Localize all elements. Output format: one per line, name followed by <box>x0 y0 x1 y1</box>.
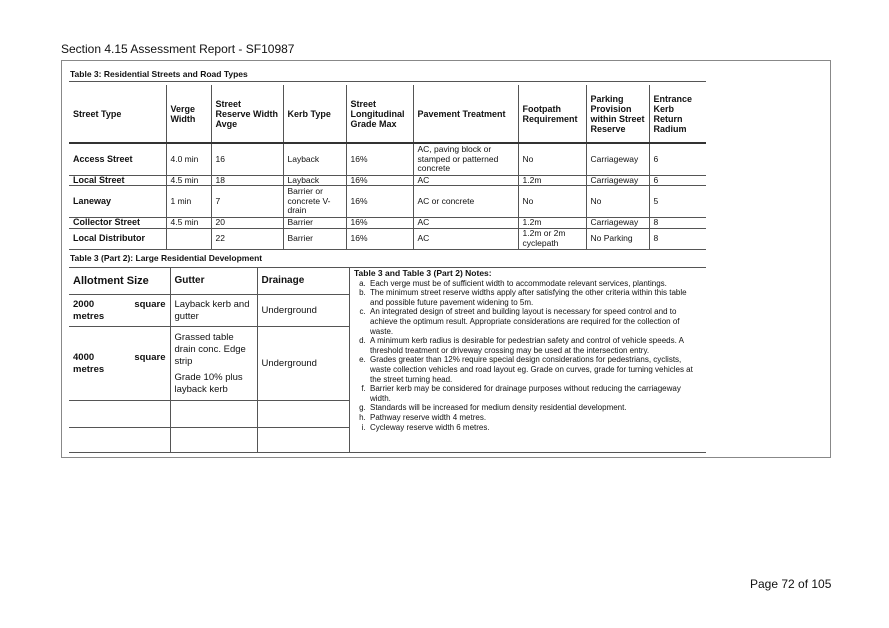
table3-caption: Table 3: Residential Streets and Road Types <box>70 69 248 79</box>
table-cell: 6 <box>649 143 706 175</box>
table-cell: 6 <box>649 175 706 186</box>
caption-divider <box>69 81 706 82</box>
table-cell: No <box>586 186 649 218</box>
table-cell: AC or concrete <box>413 186 518 218</box>
gutter-cell <box>170 327 257 401</box>
street-type-cell: Collector Street <box>69 218 166 229</box>
large-residential-table <box>69 267 349 453</box>
table-cell: 7 <box>211 186 283 218</box>
table-cell: 16% <box>346 218 413 229</box>
page-number: Page 72 of 105 <box>750 577 832 591</box>
table-cell: 20 <box>211 218 283 229</box>
drainage-cell: Underground <box>257 327 349 401</box>
table-cell: 16% <box>346 186 413 218</box>
table-row <box>69 175 706 186</box>
notes-box <box>349 267 706 453</box>
table-cell: 16% <box>346 143 413 175</box>
empty-cell <box>170 428 257 453</box>
table-cell: Barrier <box>283 228 346 249</box>
column-header: Gutter <box>170 268 257 295</box>
column-header: Parking Provision within Street Reserve <box>586 85 649 143</box>
tables-frame <box>61 60 831 458</box>
table-cell: 16% <box>346 175 413 186</box>
empty-cell <box>257 428 349 453</box>
note-item: f. Barrier kerb may be considered for drainage purposes without reducing the carriageway width. <box>368 384 702 403</box>
table-cell: Carriageway <box>586 218 649 229</box>
table-cell: 4.0 min <box>166 143 211 175</box>
note-item: i. Cycleway reserve width 6 metres. <box>368 423 702 433</box>
table-row <box>69 228 706 249</box>
size-word: square <box>134 351 166 363</box>
column-header: Pavement Treatment <box>413 85 518 143</box>
table-cell: 8 <box>649 228 706 249</box>
page-header: Section 4.15 Assessment Report - SF10987 <box>61 42 295 56</box>
table-row <box>69 143 706 175</box>
note-item: g. Standards will be increased for medium density residential development. <box>368 403 702 413</box>
drainage-cell: Underground <box>257 295 349 327</box>
column-header: Street Type <box>69 85 166 143</box>
table-cell: AC, paving block or stamped or patterned concrete <box>413 143 518 175</box>
note-item: b. The minimum street reserve widths apply after satisfying the other criteria within this table and possible future pavement widening to 5m. <box>368 288 702 307</box>
table-row <box>69 295 349 327</box>
notes-title: Table 3 and Table 3 (Part 2) Notes: <box>354 268 492 278</box>
table-cell: 8 <box>649 218 706 229</box>
empty-row <box>69 428 349 453</box>
street-type-cell: Local Street <box>69 175 166 186</box>
column-header: Footpath Requirement <box>518 85 586 143</box>
allotment-size-cell <box>69 295 170 327</box>
table-cell: Carriageway <box>586 175 649 186</box>
table-cell <box>166 228 211 249</box>
table-cell: 16 <box>211 143 283 175</box>
table-cell: Layback <box>283 143 346 175</box>
table-row <box>69 327 349 401</box>
table-cell: AC <box>413 175 518 186</box>
size-word: square <box>134 298 166 310</box>
table-cell: 1.2m <box>518 175 586 186</box>
empty-cell <box>257 401 349 428</box>
table-header-row <box>69 85 706 143</box>
street-type-cell: Laneway <box>69 186 166 218</box>
table-cell: 1.2m <box>518 218 586 229</box>
gutter-text: Grassed table drain conc. Edge strip <box>174 331 246 367</box>
empty-cell <box>69 428 170 453</box>
note-item: h. Pathway reserve width 4 metres. <box>368 413 702 423</box>
column-header: Drainage <box>257 268 349 295</box>
column-header: Entrance Kerb Return Radium <box>649 85 706 143</box>
allotment-size-cell <box>69 327 170 401</box>
table-cell: 4.5 min <box>166 218 211 229</box>
gutter-extra-text: Grade 10% plus layback kerb <box>174 371 243 395</box>
street-type-cell: Local Distributor <box>69 228 166 249</box>
empty-row <box>69 401 349 428</box>
table-cell: AC <box>413 218 518 229</box>
table-cell: Carriageway <box>586 143 649 175</box>
note-item: d. A minimum kerb radius is desirable for pedestrian safety and control of vehicle speeds. A threshold treatment or driveway crossing may be used at the intersection entry. <box>368 336 702 355</box>
table-cell: No Parking <box>586 228 649 249</box>
table-cell: No <box>518 186 586 218</box>
table-cell: No <box>518 143 586 175</box>
table-cell: 4.5 min <box>166 175 211 186</box>
table-cell: 1.2m or 2m cyclepath <box>518 228 586 249</box>
size-unit: metres <box>73 310 105 322</box>
table-header-row <box>69 268 349 295</box>
note-item: a. Each verge must be of sufficient width to accommodate relevant services, plantings. <box>368 279 702 289</box>
note-item: c. An integrated design of street and building layout is necessary for speed control and to achieve the optimum result. Appropriate considerations are required for the collection of waste. <box>368 307 702 336</box>
table-cell: 1 min <box>166 186 211 218</box>
size-unit: metres <box>73 363 105 375</box>
column-header: Kerb Type <box>283 85 346 143</box>
column-header: Street Reserve Width Avge <box>211 85 283 143</box>
table-cell: Barrier or concrete V-drain <box>283 186 346 218</box>
table3b-caption: Table 3 (Part 2): Large Residential Development <box>70 253 263 263</box>
size-value: 4000 <box>73 351 95 363</box>
street-type-cell: Access Street <box>69 143 166 175</box>
column-header: Street Longitudinal Grade Max <box>346 85 413 143</box>
residential-streets-table <box>69 85 706 250</box>
table-cell: 16% <box>346 228 413 249</box>
notes-list <box>354 279 702 433</box>
table-row <box>69 218 706 229</box>
empty-cell <box>69 401 170 428</box>
column-header: Verge Width <box>166 85 211 143</box>
empty-cell <box>170 401 257 428</box>
table-row <box>69 186 706 218</box>
gutter-cell: Layback kerb and gutter <box>170 295 257 327</box>
table-cell: AC <box>413 228 518 249</box>
note-item: e. Grades greater than 12% require special design considerations for pedestrians, cyclists, waste collection vehicles and road layout eg. Grade on curves, grade for turning vehicles at the street turning head. <box>368 355 702 384</box>
table-cell: 18 <box>211 175 283 186</box>
size-value: 2000 <box>73 298 95 310</box>
column-header: Allotment Size <box>69 268 170 295</box>
table-cell: 5 <box>649 186 706 218</box>
table-cell: Barrier <box>283 218 346 229</box>
table-cell: 22 <box>211 228 283 249</box>
table-cell: Layback <box>283 175 346 186</box>
